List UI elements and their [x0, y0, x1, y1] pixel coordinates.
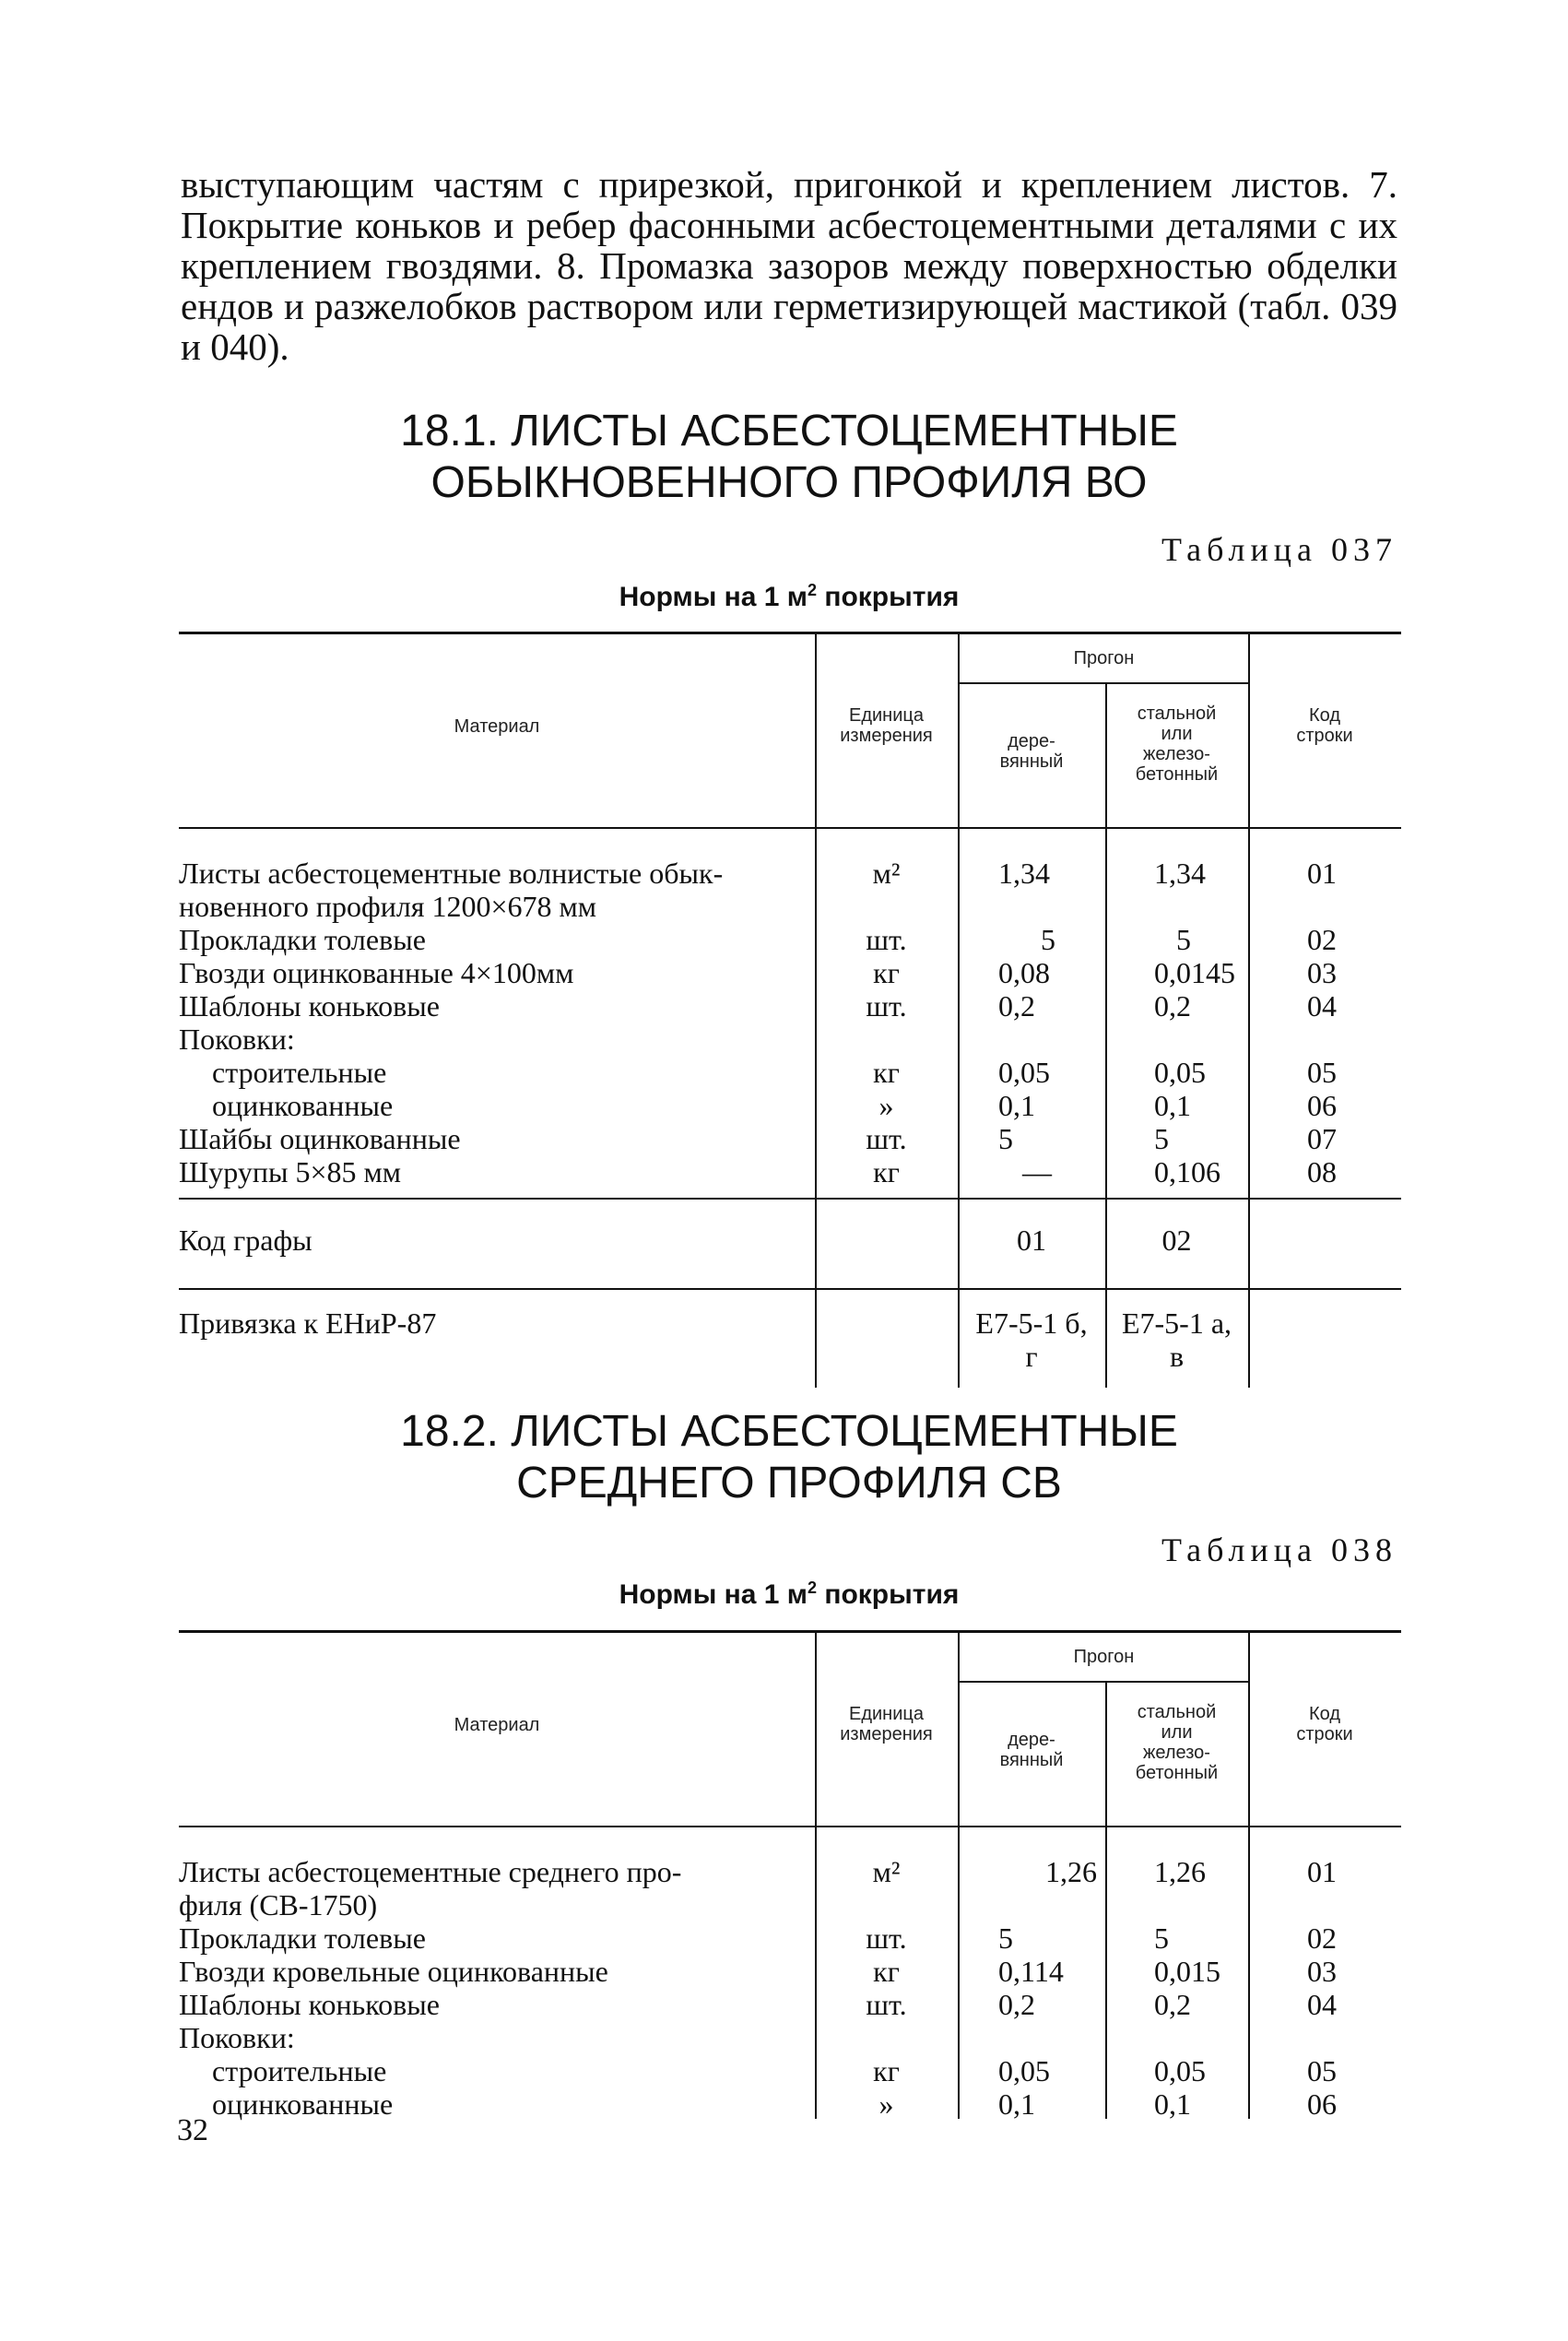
- section1-title-line2: ОБЫКНОВЕННОГО ПРОФИЛЯ ВО: [430, 458, 1148, 507]
- wood-value: 0,05: [998, 2054, 1050, 2087]
- header-unit: [815, 705, 958, 746]
- wood-value: 0,1: [998, 1089, 1035, 1122]
- table-row: [179, 1988, 1401, 2021]
- steel-value: 0,1: [1154, 1089, 1191, 1122]
- wood-value: 0,2: [998, 989, 1035, 1023]
- header-wood-line: вянный: [999, 1750, 1064, 1770]
- wood-value: 5: [1041, 923, 1055, 956]
- header-code: [1248, 1704, 1401, 1744]
- unit-cell: »: [878, 1089, 894, 1122]
- header-steel-line: бетонный: [1135, 1763, 1219, 1783]
- header-wood-line: вянный: [999, 751, 1064, 772]
- table-038-label: Таблица 038: [1161, 1531, 1397, 1568]
- material-name: Поковки:: [179, 1023, 295, 1056]
- steel-value: 0,2: [1154, 1988, 1191, 2021]
- unit-cell: шт.: [866, 1988, 907, 2021]
- page-number: 32: [177, 2113, 208, 2147]
- material-name: Шаблоны коньковые: [179, 989, 440, 1023]
- material-name: Листы асбестоцементные среднего про-: [179, 1855, 682, 1888]
- enir-reference-label: Привязка к ЕНиР-87: [179, 1306, 437, 1340]
- table-top-rule: [179, 632, 1401, 634]
- norms-text: Нормы на 1 м: [619, 1579, 808, 1610]
- norms-text-end: покрытия: [817, 582, 960, 612]
- unit-cell: м²: [872, 1855, 901, 1888]
- body-bottom-rule: [179, 1198, 1401, 1200]
- row-code: 04: [1307, 1988, 1337, 2021]
- table-row: [179, 1888, 1401, 1921]
- norms-superscript: 2: [808, 581, 818, 599]
- unit-cell: кг: [873, 1056, 900, 1089]
- steel-value: 5: [1154, 1921, 1169, 1955]
- header-bottom-rule: [179, 1826, 1401, 1827]
- header-material: Материал: [454, 1715, 540, 1735]
- purlin-rule: [958, 682, 1250, 684]
- section2-title-line2: СРЕДНЕГО ПРОФИЛЯ СВ: [516, 1459, 1062, 1507]
- table-row: [179, 2021, 1401, 2054]
- graph-code-rule: [179, 1288, 1401, 1290]
- material-name: Шурупы 5×85 мм: [179, 1155, 402, 1188]
- unit-cell: кг: [873, 2054, 900, 2087]
- table-row: [179, 923, 1401, 956]
- norms-text-end: покрытия: [817, 1579, 960, 1610]
- material-name: Листы асбестоцементные волнистые обык-: [179, 857, 724, 890]
- material-name: Прокладки толевые: [179, 1921, 426, 1955]
- material-name: строительные: [212, 1056, 387, 1089]
- header-unit-line: измерения: [840, 726, 933, 746]
- header-steel-line: железо-: [1143, 1743, 1210, 1763]
- header-steel-line: или: [1161, 1722, 1193, 1743]
- section2-title-line1: 18.2. ЛИСТЫ АСБЕСТОЦЕМЕНТНЫЕ: [400, 1407, 1178, 1456]
- wood-value: 5: [998, 1921, 1013, 1955]
- table-row: [179, 1122, 1401, 1155]
- table-row: [179, 1855, 1401, 1888]
- header-code-line: Код: [1308, 1704, 1340, 1724]
- header-wood-line: дере-: [1008, 1730, 1055, 1750]
- steel-value: 0,0145: [1154, 956, 1235, 989]
- table-037: [179, 632, 1401, 1388]
- header-code: [1248, 705, 1401, 746]
- wood-value: 0,114: [998, 1955, 1064, 1988]
- header-unit-line: Единица: [849, 1704, 924, 1724]
- header-unit-line: Единица: [849, 705, 924, 726]
- section2-title: [181, 1406, 1397, 1509]
- enir-reference-row: [179, 1306, 1401, 1380]
- header-purlin: Прогон: [1073, 648, 1135, 668]
- enir-ref-line: г: [1025, 1340, 1038, 1373]
- row-code: 03: [1307, 956, 1337, 989]
- graph-code-steel: 02: [1161, 1224, 1192, 1257]
- material-name: новенного профиля 1200×678 мм: [179, 890, 597, 923]
- header-wood: [958, 1730, 1105, 1770]
- table-row: [179, 1155, 1401, 1188]
- table-row: [179, 1023, 1401, 1056]
- row-code: 03: [1307, 1955, 1337, 1988]
- wood-value: 5: [998, 1122, 1013, 1155]
- header-code-line: строки: [1296, 1724, 1353, 1744]
- unit-cell: шт.: [866, 1122, 907, 1155]
- table-037-caption: [181, 581, 1397, 613]
- row-code: 01: [1307, 1855, 1337, 1888]
- material-name: Шайбы оцинкованные: [179, 1122, 461, 1155]
- table-top-rule: [179, 1630, 1401, 1633]
- steel-value: 0,106: [1154, 1155, 1220, 1188]
- row-code: 05: [1307, 1056, 1337, 1089]
- header-steel-line: бетонный: [1135, 764, 1219, 785]
- material-name: Гвозди кровельные оцинкованные: [179, 1955, 608, 1988]
- header-steel: [1105, 703, 1248, 785]
- section1-title: [181, 406, 1397, 509]
- row-code: 08: [1307, 1155, 1337, 1188]
- header-steel-line: или: [1161, 724, 1193, 744]
- wood-value: 0,08: [998, 956, 1050, 989]
- table-row: [179, 890, 1401, 923]
- unit-cell: м²: [872, 857, 901, 890]
- header-wood-line: дере-: [1008, 731, 1055, 751]
- material-name: Шаблоны коньковые: [179, 1988, 440, 2021]
- purlin-rule: [958, 1681, 1250, 1683]
- steel-value: 5: [1154, 1122, 1169, 1155]
- material-name: оцинкованные: [212, 2087, 394, 2121]
- steel-value: 0,2: [1154, 989, 1191, 1023]
- wood-value: 0,2: [998, 1988, 1035, 2021]
- graph-code-label: Код графы: [179, 1224, 312, 1257]
- table-038: [179, 1630, 1401, 2119]
- row-code: 02: [1307, 1921, 1337, 1955]
- enir-ref-line: Е7-5-1 а,: [1121, 1306, 1232, 1340]
- material-name: Гвозди оцинкованные 4×100мм: [179, 956, 574, 989]
- wood-value: —: [1022, 1155, 1052, 1188]
- steel-value: 0,05: [1154, 1056, 1206, 1089]
- steel-value: 0,05: [1154, 2054, 1206, 2087]
- table-037-label: Таблица 037: [1161, 531, 1397, 568]
- header-bottom-rule: [179, 827, 1401, 829]
- row-code: 01: [1307, 857, 1337, 890]
- norms-text: Нормы на 1 м: [619, 582, 808, 612]
- row-code: 06: [1307, 2087, 1337, 2121]
- table-row: [179, 1921, 1401, 1955]
- intro-paragraph: выступающим частям с прирезкой, пригонкой и креплением листов. 7. Покрытие коньков и ребер фасонными асбестоцементными деталями с их креплением гвоздями. 8. Промазка зазоров между поверхностью обделки ендов и разжелобков раствором или герметизирующей мастикой (табл. 039 и 040).: [181, 163, 1397, 368]
- material-name: строительные: [212, 2054, 387, 2087]
- section1-title-line1: 18.1. ЛИСТЫ АСБЕСТОЦЕМЕНТНЫЕ: [400, 407, 1178, 455]
- row-code: 07: [1307, 1122, 1337, 1155]
- enir-reference-steel: [1105, 1306, 1248, 1373]
- enir-reference-wood: [958, 1306, 1105, 1373]
- table-038-caption: [181, 1578, 1397, 1611]
- table-row: [179, 2054, 1401, 2087]
- unit-cell: кг: [873, 1155, 900, 1188]
- row-code: 02: [1307, 923, 1337, 956]
- steel-value: 1,26: [1154, 1855, 1206, 1888]
- row-code: 04: [1307, 989, 1337, 1023]
- wood-value: 0,1: [998, 2087, 1035, 2121]
- table-row: [179, 1056, 1401, 1089]
- material-name: филя (СВ-1750): [179, 1888, 378, 1921]
- header-code-line: Код: [1308, 705, 1340, 726]
- unit-cell: кг: [873, 956, 900, 989]
- graph-code-wood: 01: [1017, 1224, 1046, 1257]
- header-material: Материал: [454, 716, 540, 737]
- wood-value: 1,34: [998, 857, 1050, 890]
- material-name: Прокладки толевые: [179, 923, 426, 956]
- material-name: оцинкованные: [212, 1089, 394, 1122]
- header-purlin: Прогон: [1073, 1647, 1135, 1667]
- unit-cell: »: [878, 2087, 894, 2121]
- row-code: 05: [1307, 2054, 1337, 2087]
- header-steel-line: стальной: [1137, 1702, 1217, 1722]
- unit-cell: кг: [873, 1955, 900, 1988]
- header-unit: [815, 1704, 958, 1744]
- header-steel: [1105, 1702, 1248, 1783]
- wood-value: 1,26: [1045, 1855, 1097, 1888]
- table-row: [179, 1089, 1401, 1122]
- graph-code-row: [179, 1224, 1401, 1257]
- table-row: [179, 2087, 1401, 2121]
- table-row: [179, 956, 1401, 989]
- table-row: [179, 1955, 1401, 1988]
- unit-cell: шт.: [866, 989, 907, 1023]
- header-code-line: строки: [1296, 726, 1353, 746]
- header-wood: [958, 731, 1105, 772]
- header-steel-line: железо-: [1143, 744, 1210, 764]
- header-unit-line: измерения: [840, 1724, 933, 1744]
- row-code: 06: [1307, 1089, 1337, 1122]
- unit-cell: шт.: [866, 923, 907, 956]
- wood-value: 0,05: [998, 1056, 1050, 1089]
- header-steel-line: стальной: [1137, 703, 1217, 724]
- enir-ref-line: Е7-5-1 б,: [975, 1306, 1088, 1340]
- norms-superscript: 2: [808, 1578, 818, 1597]
- unit-cell: шт.: [866, 1921, 907, 1955]
- table-row: [179, 857, 1401, 890]
- steel-value: 1,34: [1154, 857, 1206, 890]
- steel-value: 0,015: [1154, 1955, 1220, 1988]
- enir-ref-line: в: [1169, 1340, 1185, 1373]
- material-name: Поковки:: [179, 2021, 295, 2054]
- table-row: [179, 989, 1401, 1023]
- steel-value: 0,1: [1154, 2087, 1191, 2121]
- steel-value: 5: [1176, 923, 1191, 956]
